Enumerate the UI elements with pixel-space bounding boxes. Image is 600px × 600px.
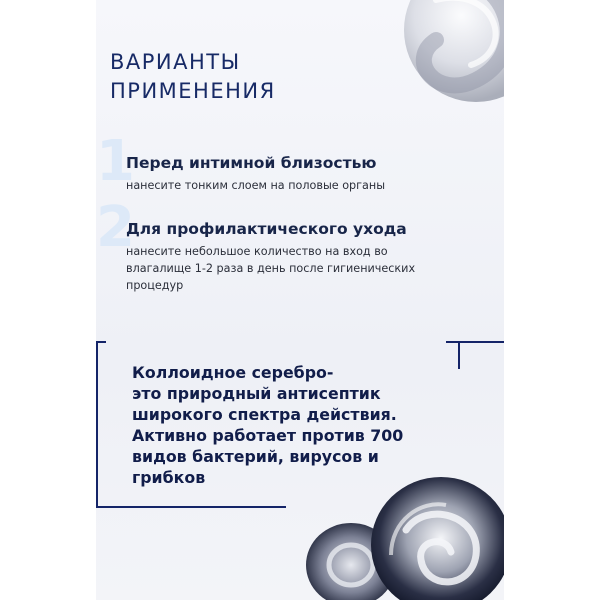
step-text-line: процедур (126, 279, 184, 292)
step-number: 2 (96, 195, 135, 260)
product-info-card (96, 0, 504, 600)
silver-swirl-top-decoration (366, 0, 504, 130)
description-line: грибков (132, 468, 206, 487)
title-line: ПРИМЕНЕНИЯ (110, 79, 276, 103)
frame-top-left-line (96, 341, 106, 343)
step-number: 1 (96, 129, 135, 194)
description-line: Коллоидное серебро- (132, 363, 334, 382)
description-line: широкого спектра действия. (132, 405, 397, 424)
step-heading: Для профилактического ухода (126, 220, 407, 238)
frame-right-line (458, 341, 460, 369)
frame-left-line (96, 341, 98, 508)
description-line: это природный антисептик (132, 384, 381, 403)
step-heading: Перед интимной близостью (126, 154, 377, 172)
frame-bottom-line (96, 506, 286, 508)
step-text-line: нанесите тонким слоем на половые органы (126, 179, 386, 192)
frame-top-right-line (446, 341, 504, 343)
step-text-line: влагалище 1-2 раза в день после гигиенических (126, 262, 416, 275)
page-title (110, 48, 370, 106)
title-line: ВАРИАНТЫ (110, 50, 241, 74)
silver-description (132, 362, 452, 488)
step-description (126, 243, 426, 294)
description-line: Активно работает против 700 (132, 426, 404, 445)
description-line: видов бактерий, вирусов и (132, 447, 379, 466)
step-description (126, 177, 426, 194)
step-text-line: нанесите небольшое количество на вход во (126, 245, 388, 258)
